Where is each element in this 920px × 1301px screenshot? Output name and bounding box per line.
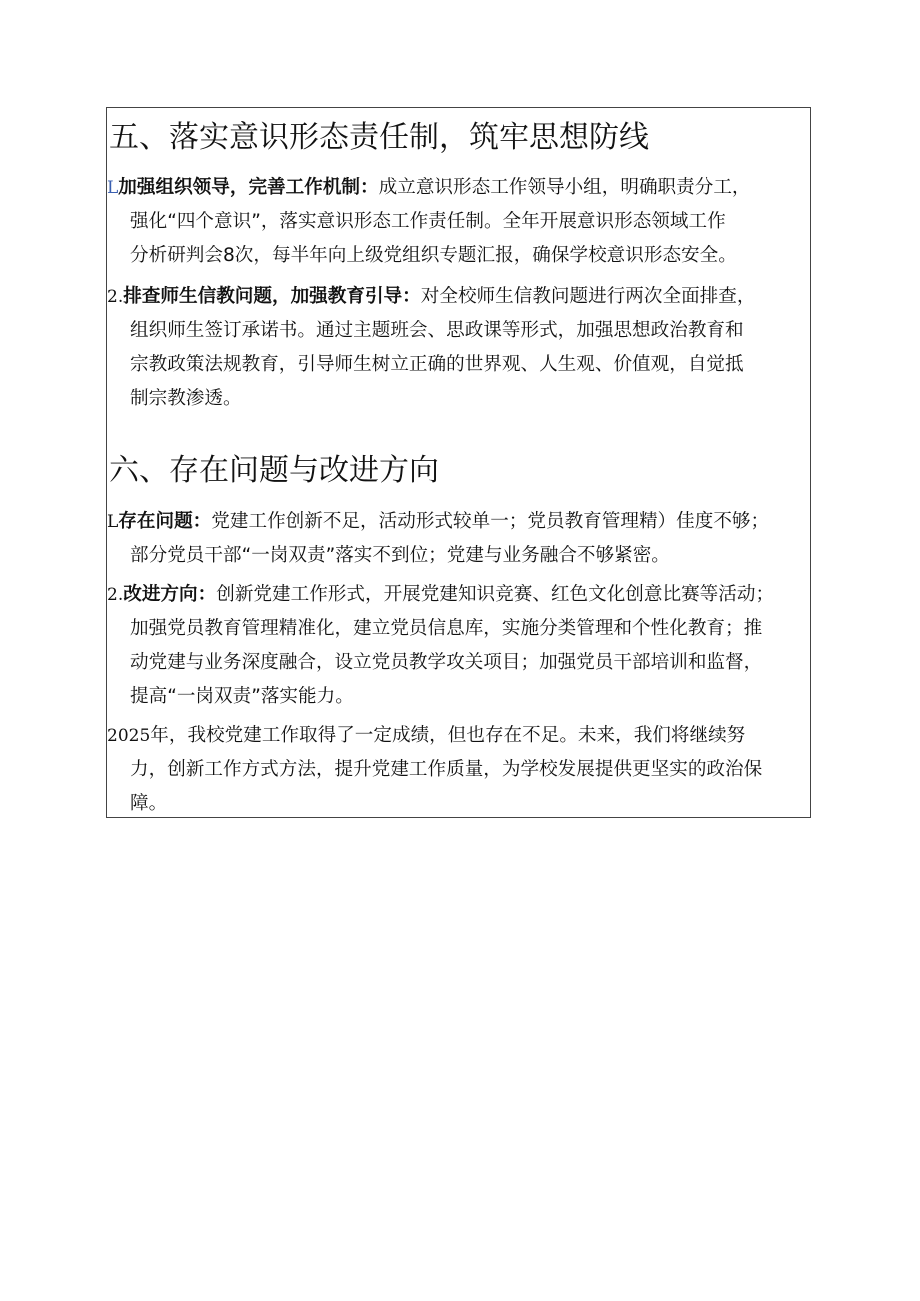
item-lead: 存在问题：: [118, 511, 212, 532]
conclusion-text: 障。: [130, 793, 168, 814]
item-text: 对全校师生信教问题进行两次全面排查，: [420, 286, 756, 307]
section-6-item-1: [107, 505, 809, 573]
item-text: 加强党员教育管理精准化，建立党员信息库，实施分类管理和个性化教育；推: [130, 618, 763, 639]
section-6-item-2: [107, 578, 809, 714]
conclusion-text: 年，我校党建工作取得了一定成绩，但也存在不足。未来，我们将继续努: [150, 725, 746, 746]
section-5-item-1: [107, 171, 809, 273]
conclusion-first-line: [107, 719, 809, 753]
document-frame: [106, 107, 811, 818]
item-number: 2.: [107, 585, 124, 605]
item-text: 动党建与业务深度融合，设立党员教学攻关项目；加强党员干部培训和监督，: [130, 652, 763, 673]
item-lead: 加强组织领导，完善工作机制：: [118, 177, 379, 198]
item-text: 分析研判会8次，每半年向上级党组织专题汇报，确保学校意识形态安全。: [130, 245, 737, 266]
conclusion-paragraph: [107, 719, 809, 821]
item-lead: 改进方向：: [123, 584, 217, 605]
item-text: 提高“一岗双责”落实能力。: [130, 686, 354, 707]
conclusion-text: 力，创新工作方式方法，提升党建工作质量，为学校发展提供更坚实的政治保: [130, 759, 763, 780]
item-lead: 排查师生信教问题，加强教育引导：: [123, 286, 421, 307]
item-number: L: [107, 512, 119, 532]
item-text: 组织师生签订承诺书。通过主题班会、思政课等形式，加强思想政治教育和: [130, 320, 744, 341]
item-text: 部分党员干部“一岗双责”落实不到位；党建与业务融合不够紧密。: [130, 545, 670, 566]
item-number: L: [107, 178, 119, 198]
item-first-line: [107, 171, 809, 205]
section-6-title: 六、存在问题与改进方向: [109, 453, 439, 488]
item-text: 制宗教渗透。: [130, 388, 242, 409]
item-text: 创新党建工作形式，开展党建知识竞赛、红色文化创意比赛等活动；: [216, 584, 775, 605]
item-text: 强化“四个意识”，落实意识形态工作责任制。全年开展意识形态领域工作: [130, 211, 726, 232]
section-5-title: 五、落实意识形态责任制，筑牢思想防线: [109, 120, 649, 155]
item-text: 宗教政策法规教育，引导师生树立正确的世界观、人生观、价值观，自觉抵: [130, 354, 744, 375]
item-first-line: [107, 280, 809, 314]
item-text: 成立意识形态工作领导小组，明确职责分工，: [378, 177, 751, 198]
item-number: 2.: [107, 287, 124, 307]
section-5-item-2: [107, 280, 809, 416]
item-first-line: [107, 505, 809, 539]
item-text: 党建工作创新不足，活动形式较单一；党员教育管理精）佳度不够；: [211, 511, 770, 532]
item-first-line: [107, 578, 809, 612]
conclusion-year: 2025: [107, 726, 151, 746]
